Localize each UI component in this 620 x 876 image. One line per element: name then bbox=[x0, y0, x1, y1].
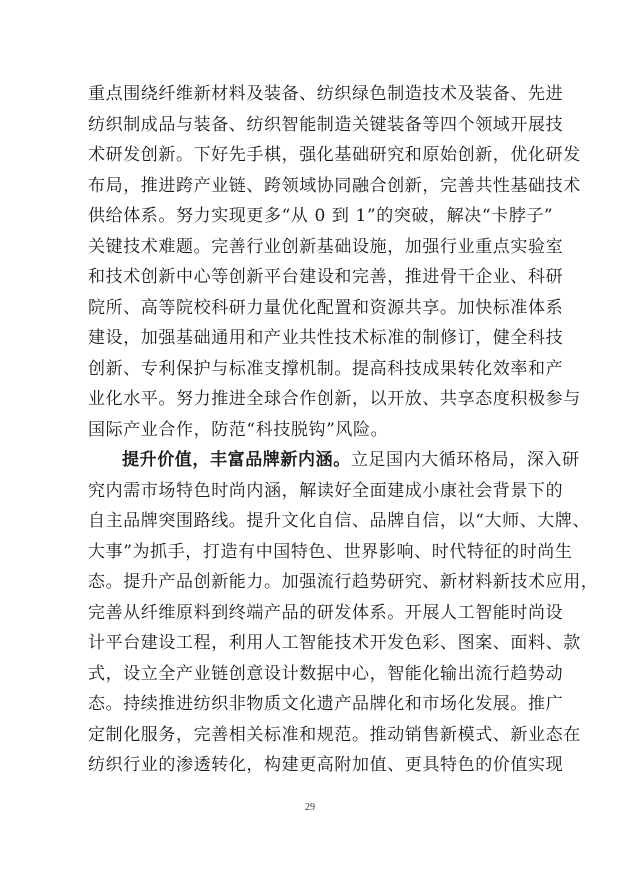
text-line: 国际产业合作，防范“科技脱钩”风险。 bbox=[88, 419, 389, 440]
text-line: 业化水平。努力推进全球合作创新，以开放、共享态度积极参与 bbox=[88, 389, 581, 409]
heading-line-text: 立足国内大循环格局，深入研 bbox=[350, 450, 580, 470]
text-line: 术研发创新。下好先手棋，强化基础研究和原始创新，优化研发 bbox=[88, 145, 581, 165]
text-line: 完善从纤维原料到终端产品的研发体系。开展人工智能时尚设 bbox=[88, 602, 564, 623]
page-number: 29 bbox=[305, 802, 315, 813]
text-line: 自主品牌突围路线。提升文化自信、品牌自信，以“大师、大牌、 bbox=[88, 511, 591, 531]
paragraph-tech-innovation bbox=[88, 79, 581, 445]
text-line: 重点围绕纤维新材料及装备、纺织绿色制造技术及装备、先进 bbox=[88, 84, 564, 104]
text-line: 究内需市场特色时尚内涵，解读好全面建成小康社会背景下的 bbox=[88, 480, 564, 501]
text-line: 布局，推进跨产业链、跨领域协同融合创新，完善共性基础技术 bbox=[88, 175, 581, 196]
text-line: 计平台建设工程，利用人工智能技术开发色彩、图案、面料、款 bbox=[88, 633, 581, 653]
text-line: 大事”为抓手，打造有中国特色、世界影响、时代特征的时尚生 bbox=[88, 541, 573, 562]
text-line: 纺织制成品与装备、纺织智能制造关键装备等四个领域开展技 bbox=[88, 114, 564, 135]
text-line: 建设，加强基础通用和产业共性技术标准的制修订，健全科技 bbox=[88, 328, 564, 348]
text-line: 态。提升产品创新能力。加强流行趋势研究、新材料新技术应用， bbox=[88, 572, 599, 592]
text-line: 纺织行业的渗透转化，构建更高附加值、更具特色的价值实现 bbox=[88, 755, 564, 775]
text-line: 关键技术难题。完善行业创新基础设施，加强行业重点实验室 bbox=[88, 236, 564, 257]
paragraph-brand-value bbox=[88, 445, 599, 781]
text-line: 创新、专利保护与标准支撑机制。提高科技成果转化效率和产 bbox=[88, 358, 564, 379]
text-line: 式，设立全产业链创意设计数据中心，智能化输出流行趋势动 bbox=[88, 663, 564, 684]
text-line: 和技术创新中心等创新平台建设和完善，推进骨干企业、科研 bbox=[88, 267, 564, 287]
paragraph-heading: 提升价值，丰富品牌新内涵。 bbox=[122, 450, 351, 470]
text-line-first bbox=[88, 445, 580, 476]
text-line: 院所、高等院校科研力量优化配置和资源共享。加快标准体系 bbox=[88, 297, 564, 318]
text-line: 供给体系。努力实现更多“从 0 到 1”的突破，解决“卡脖子” bbox=[88, 206, 554, 226]
text-line: 态。持续推进纺织非物质文化遗产品牌化和市场化发展。推广 bbox=[88, 694, 564, 714]
text-line: 定制化服务，完善相关标准和规范。推动销售新模式、新业态在 bbox=[88, 724, 581, 745]
